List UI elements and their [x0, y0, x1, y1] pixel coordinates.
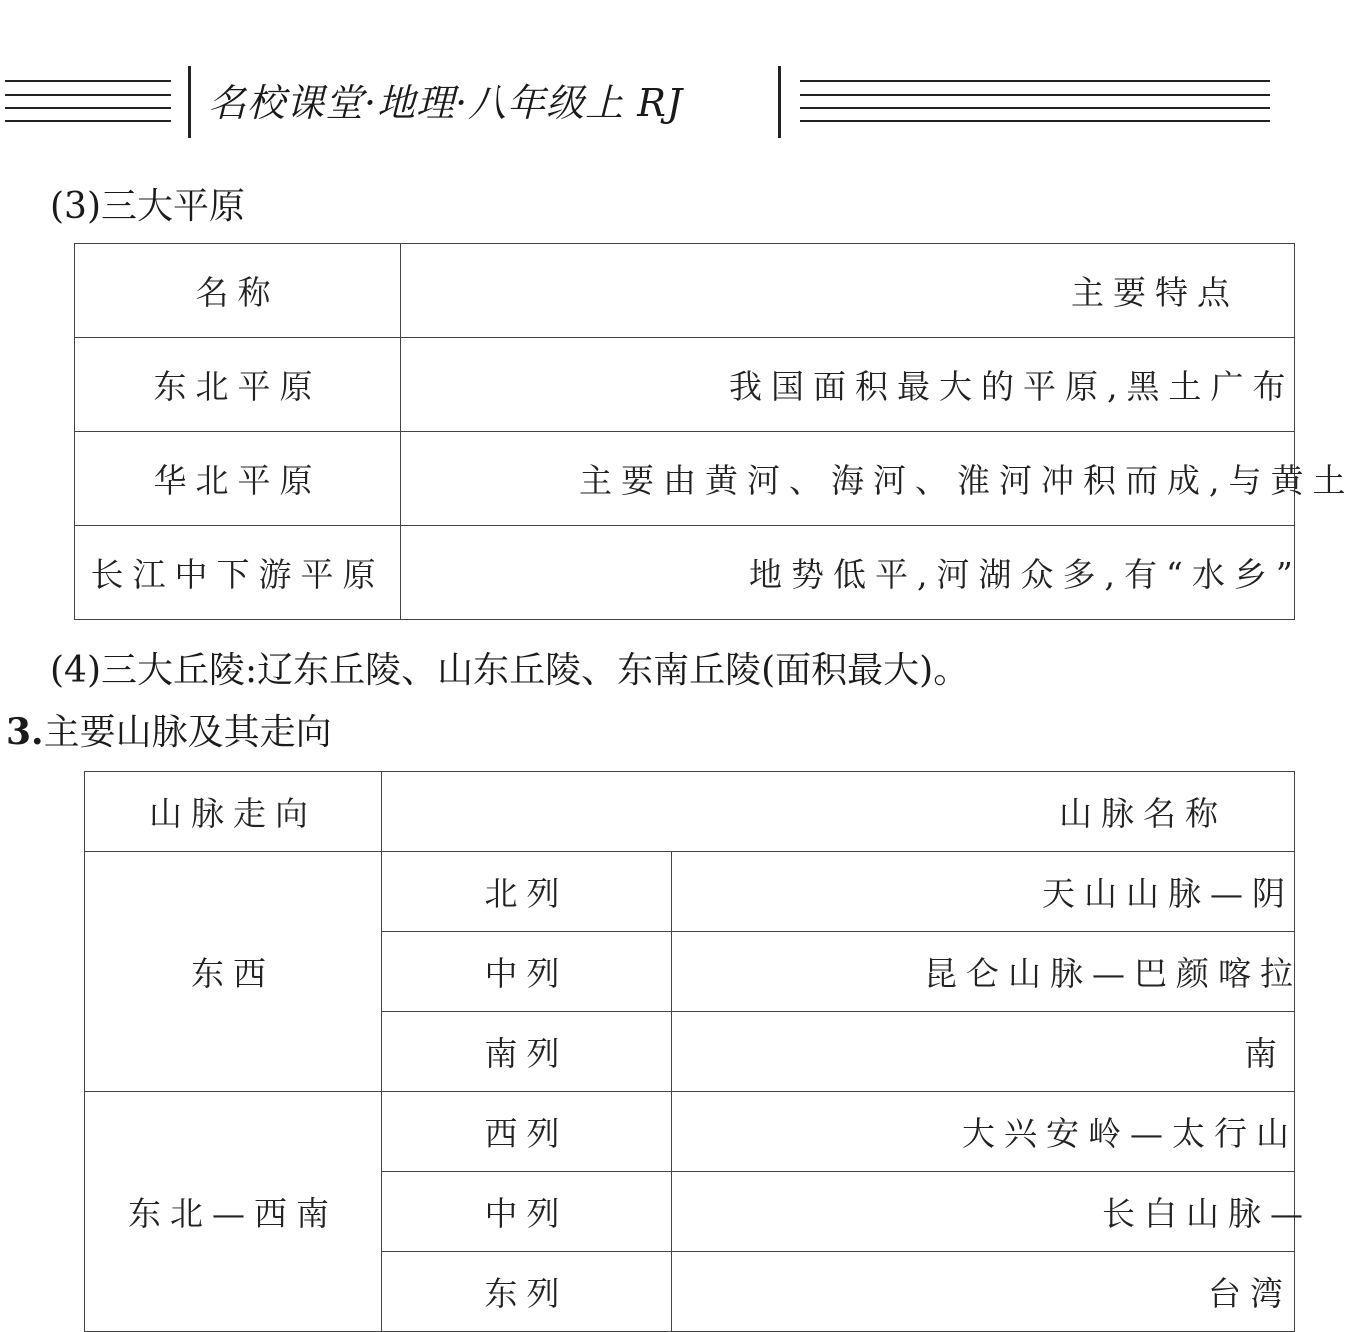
mountains-col-names-header: [382, 772, 1295, 852]
mountain-names-cell: [672, 932, 1302, 1012]
plains-name-cell: 华北平原: [75, 432, 401, 526]
mountains-col-direction-header: 山脉走向: [85, 772, 382, 852]
mountain-names-text: 昆仑山脉—巴颜喀拉: [924, 954, 1302, 993]
mountain-names-text: 长白山脉—: [1102, 1194, 1312, 1233]
plains-feature-cell: [401, 338, 1295, 432]
mountain-names-cell: [672, 1172, 1312, 1252]
direction-cell: 东西: [85, 852, 382, 1092]
mountains-heading: [6, 704, 332, 755]
mountains-number: 3.: [6, 711, 44, 753]
header-divider-left: [188, 66, 191, 138]
plains-feature-text: 主要由黄河、海河、淮河冲积而成,与黄土: [579, 461, 1355, 500]
plains-feature-text: 地势低平,河湖众多,有“水乡”: [749, 555, 1302, 594]
mountain-names-text: 天山山脉—阴: [1042, 874, 1294, 913]
mountains-row: [85, 852, 1295, 932]
row-label-cell: 南列: [382, 1012, 672, 1092]
row-label-cell: 西列: [382, 1092, 672, 1172]
plains-feature-cell: [401, 526, 1302, 620]
mountains-col-names-label: 山脉名称: [1059, 794, 1227, 833]
mountain-names-text: 大兴安岭—太行山: [962, 1114, 1298, 1153]
hills-text: (4)三大丘陵:辽东丘陵、山东丘陵、东南丘陵(面积最大)。: [50, 650, 970, 691]
plains-row: [75, 432, 1295, 526]
plains-table-header-row: [75, 244, 1295, 338]
plains-col-feature-label: 主要特点: [1071, 273, 1239, 312]
mountains-table: [84, 771, 1312, 1332]
row-label-cell: 中列: [382, 932, 672, 1012]
plains-heading: (3)三大平原: [50, 186, 245, 227]
mountain-names-cell: [672, 852, 1295, 932]
header-divider-right: [778, 66, 781, 138]
mountain-names-cell: [672, 1252, 1295, 1332]
plains-row: [75, 526, 1295, 620]
mountain-names-text: 南: [1244, 1034, 1286, 1073]
mountain-names-cell: [672, 1012, 1295, 1092]
mountains-title: 主要山脉及其走向: [43, 712, 332, 753]
plains-table: [74, 243, 1355, 620]
plains-col-name-header: 名称: [75, 244, 401, 338]
plains-name-cell: 长江中下游平原: [75, 526, 401, 620]
row-label-cell: 中列: [382, 1172, 672, 1252]
mountain-names-text: 台湾: [1208, 1274, 1292, 1313]
plains-feature-text: 我国面积最大的平原,黑土广布: [729, 367, 1295, 406]
plains-feature-cell: [401, 432, 1355, 526]
mountains-row: [85, 1092, 1295, 1172]
plains-row: [75, 338, 1295, 432]
row-label-cell: 东列: [382, 1252, 672, 1332]
mountains-table-header-row: [85, 772, 1295, 852]
mountain-names-cell: [672, 1092, 1298, 1172]
plains-col-feature-header: [401, 244, 1295, 338]
header-title: 名校课堂·地理·八年级上 RJ: [208, 81, 684, 125]
direction-cell: 东北—西南: [85, 1092, 382, 1332]
row-label-cell: 北列: [382, 852, 672, 932]
plains-name-cell: 东北平原: [75, 338, 401, 432]
